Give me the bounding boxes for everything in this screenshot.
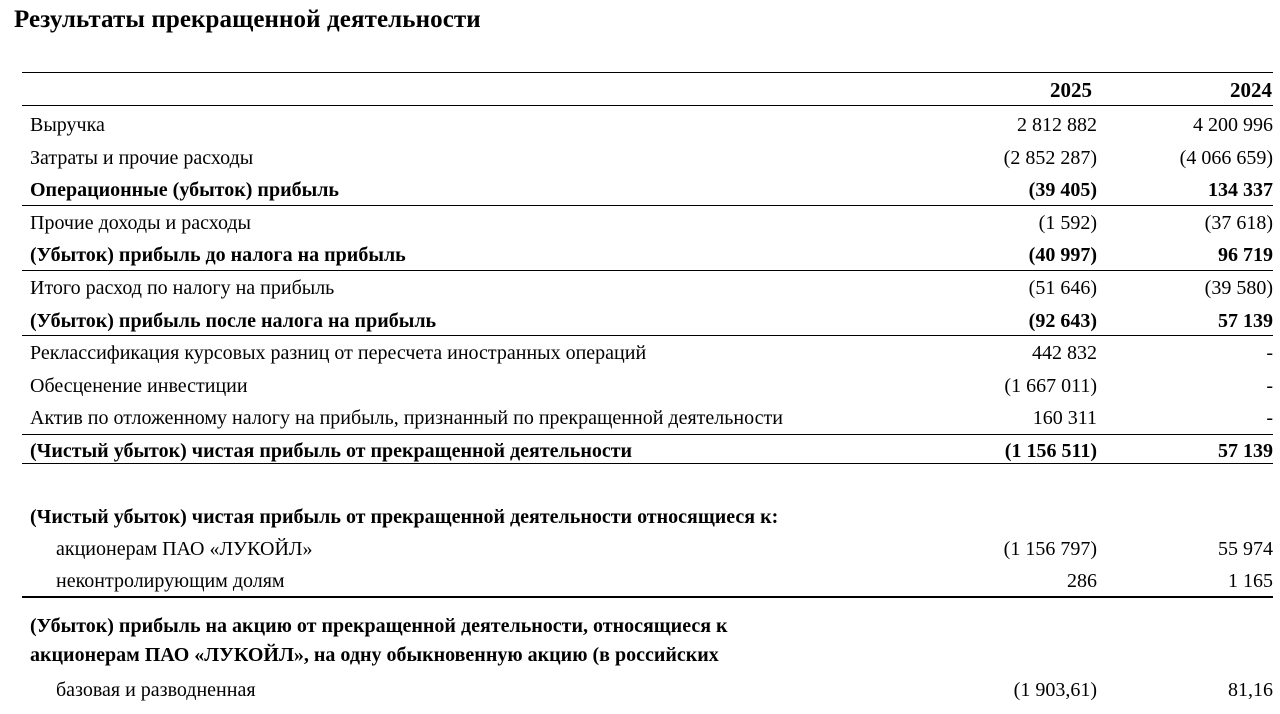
table-row <box>0 674 1280 706</box>
value-2025: 2 812 882 <box>1017 114 1097 136</box>
section-rule <box>22 596 1273 598</box>
table-row <box>0 174 1280 206</box>
row-label: Актив по отложенному налогу на прибыль, признанный по прекращенной деятельности <box>30 407 783 430</box>
table-row <box>0 207 1280 239</box>
row-label: (Убыток) прибыль после налога на прибыль <box>30 309 437 332</box>
value-2025: (51 646) <box>1028 277 1097 299</box>
value-2024: 57 139 <box>1218 309 1273 332</box>
value-2025: (40 997) <box>1028 244 1097 267</box>
row-label: Итого расход по налогу на прибыль <box>30 277 335 299</box>
row-label: неконтролирующим долям <box>56 570 285 592</box>
value-2024: - <box>1266 407 1273 430</box>
table-row <box>0 402 1280 434</box>
row-label: (Чистый убыток) чистая прибыль от прекращенной деятельности <box>30 440 633 462</box>
table-row <box>0 272 1280 304</box>
value-2024: 57 139 <box>1218 440 1273 462</box>
page-title: Результаты прекращенной деятельности <box>14 6 481 33</box>
table-row <box>0 142 1280 174</box>
value-2024: 55 974 <box>1218 538 1273 560</box>
table-top-rule <box>22 72 1273 73</box>
row-label: Прочие доходы и расходы <box>30 211 251 234</box>
eps-heading <box>30 612 728 670</box>
value-2024: (4 066 659) <box>1179 146 1273 169</box>
value-2025: (1 156 511) <box>1004 440 1097 462</box>
value-2024: 4 200 996 <box>1193 114 1273 136</box>
row-label: Обесценение инвестиции <box>30 374 248 397</box>
eps-heading-line-1: (Убыток) прибыль на акцию от прекращенной деятельности, относящиеся к <box>30 615 728 637</box>
subtotal-rule <box>22 205 1273 206</box>
row-label: Выручка <box>30 114 105 136</box>
table-row <box>0 305 1280 337</box>
value-2024: (39 580) <box>1204 277 1273 299</box>
column-header-2025: 2025 <box>1050 78 1092 102</box>
pre-total-rule <box>22 434 1273 435</box>
row-label: Затраты и прочие расходы <box>30 146 254 169</box>
value-2025: (1 903,61) <box>1013 679 1097 701</box>
subtotal-rule <box>22 270 1273 271</box>
header-rule <box>22 105 1273 106</box>
row-label: Реклассификация курсовых разниц от пересчета иностранных операций <box>30 342 647 365</box>
value-2025: (39 405) <box>1028 179 1097 202</box>
value-2025: (1 667 011) <box>1004 374 1097 397</box>
attrib-heading-row <box>0 501 1280 533</box>
eps-heading-line-2: акционерам ПАО «ЛУКОЙЛ», на одну обыкновенную акцию (в российских <box>30 644 719 666</box>
row-label: (Убыток) прибыль до налога на прибыль <box>30 244 406 267</box>
total-rule <box>22 463 1273 464</box>
value-2024: - <box>1266 374 1273 397</box>
table-row <box>0 565 1280 597</box>
value-2024: 1 165 <box>1228 570 1273 592</box>
value-2024: 134 337 <box>1208 179 1273 202</box>
row-label: базовая и разводненная <box>56 679 256 701</box>
table-row <box>0 109 1280 141</box>
table-row <box>0 239 1280 271</box>
value-2024: (37 618) <box>1204 211 1273 234</box>
value-2025: (1 592) <box>1038 211 1097 234</box>
value-2024: 96 719 <box>1218 244 1273 267</box>
value-2024: - <box>1266 342 1273 365</box>
row-label: акционерам ПАО «ЛУКОЙЛ» <box>56 538 313 560</box>
value-2025: (92 643) <box>1028 309 1097 332</box>
value-2025: 286 <box>1067 570 1097 592</box>
value-2024: 81,16 <box>1228 679 1273 701</box>
value-2025: (1 156 797) <box>1003 538 1097 560</box>
value-2025: 442 832 <box>1032 342 1097 365</box>
table-row <box>0 337 1280 369</box>
table-row <box>0 370 1280 402</box>
table-row <box>0 533 1280 565</box>
value-2025: (2 852 287) <box>1003 146 1097 169</box>
row-label: Операционные (убыток) прибыль <box>30 179 340 202</box>
subtotal-rule <box>22 335 1273 336</box>
attrib-heading: (Чистый убыток) чистая прибыль от прекращенной деятельности относящиеся к: <box>30 506 779 528</box>
value-2025: 160 311 <box>1032 407 1097 430</box>
column-header-2024: 2024 <box>1230 78 1272 102</box>
